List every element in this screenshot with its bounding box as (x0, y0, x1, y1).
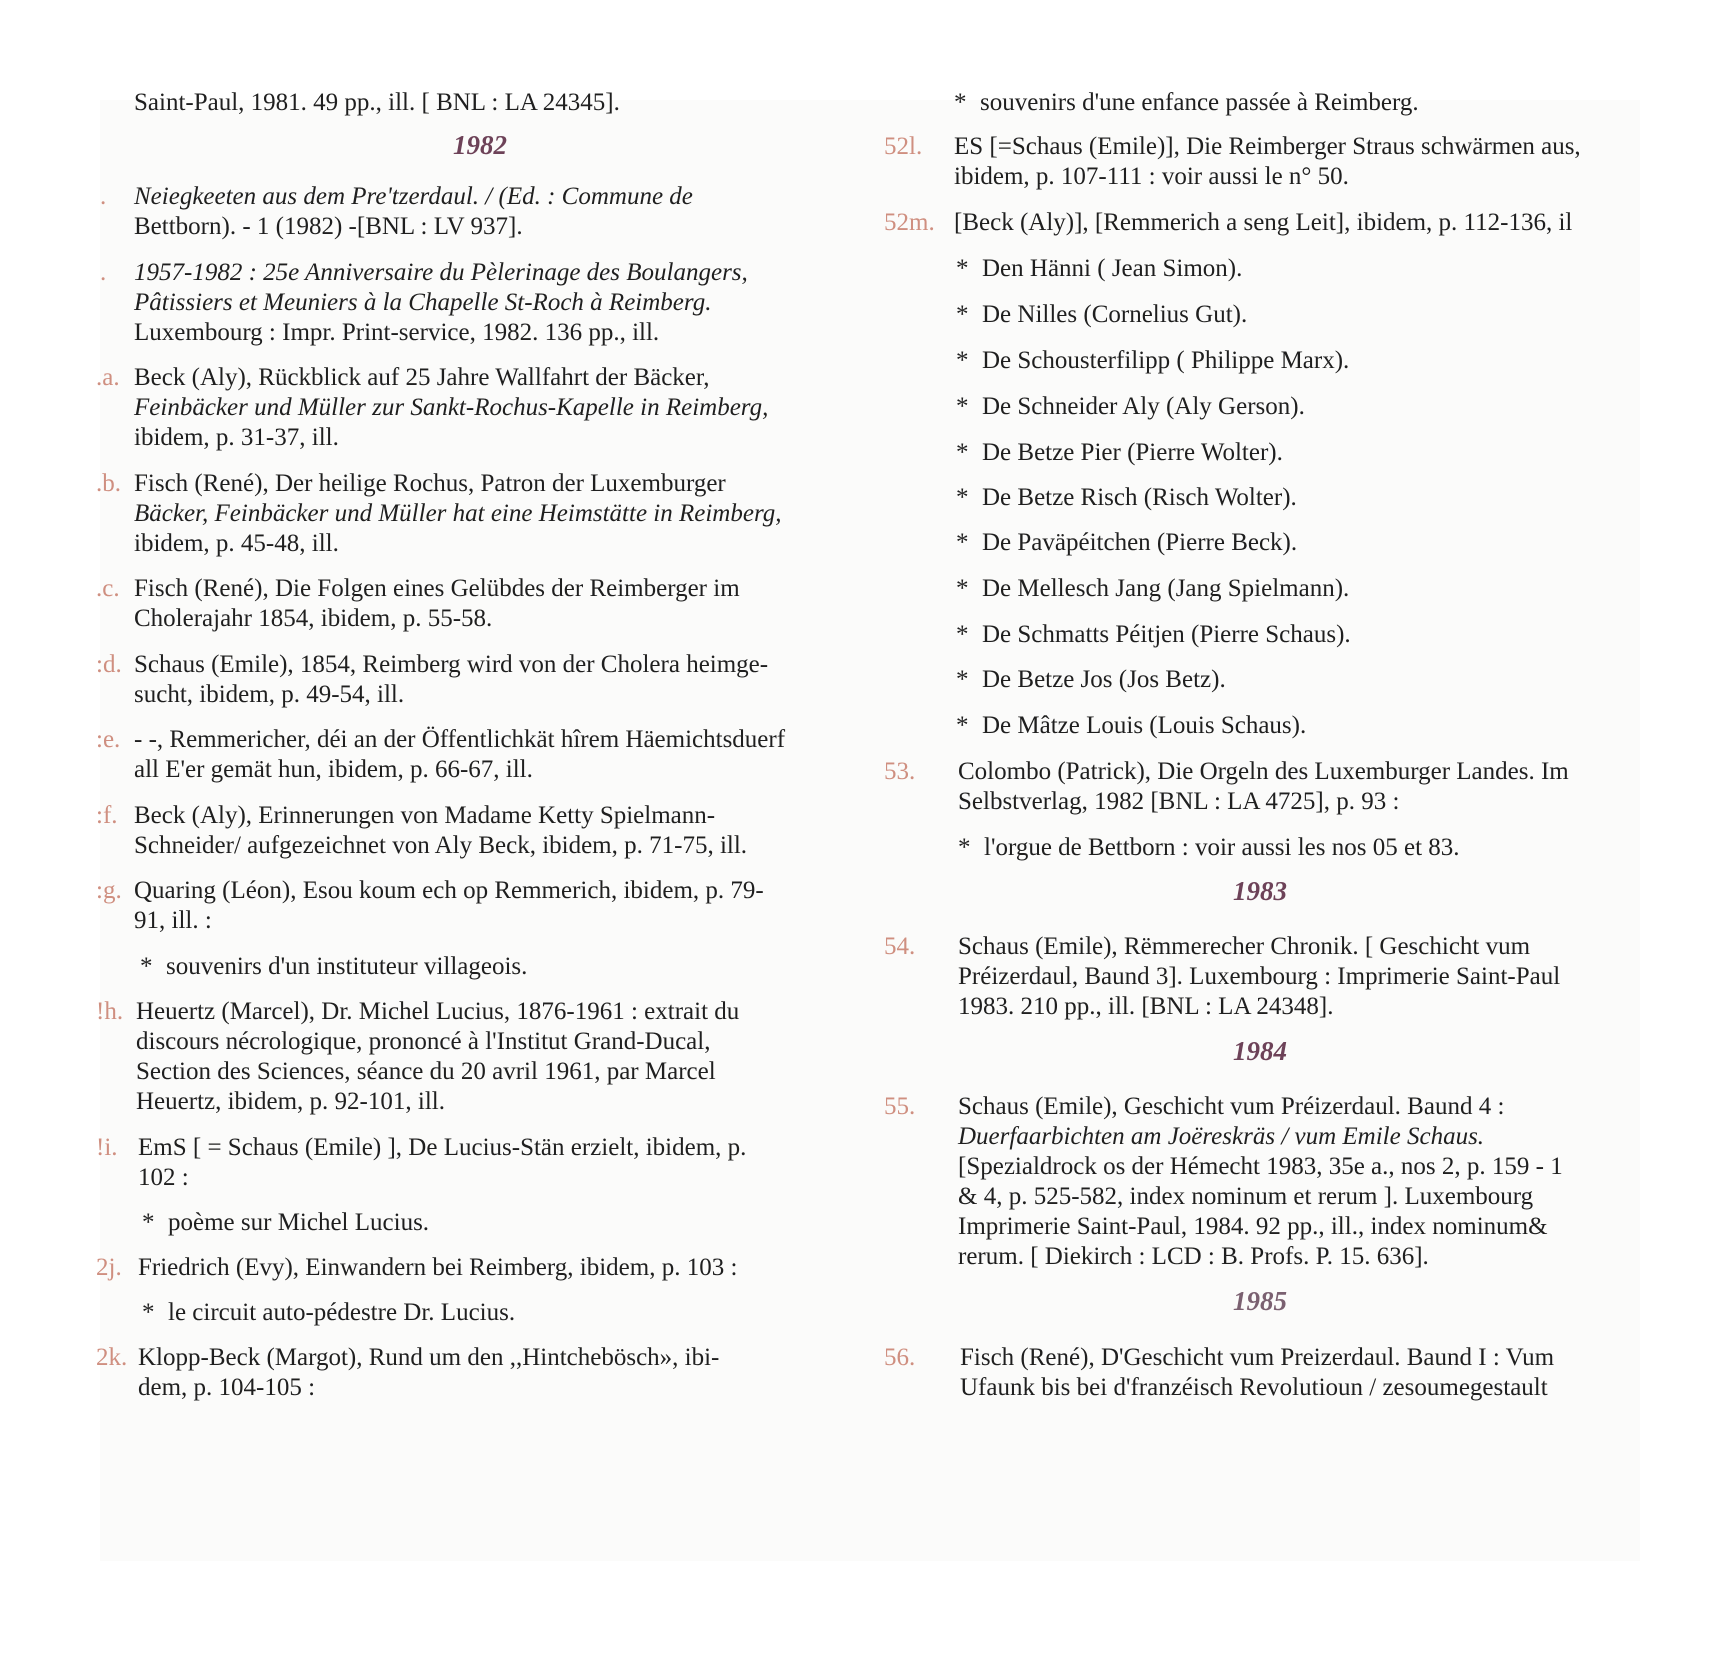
entry-line: 2k. Klopp-Beck (Margot), Rund um den ,,Hintchebösch», ibi- (96, 1344, 720, 1371)
bullet-line: * De Betze Pier (Pierre Wolter). (956, 439, 1283, 466)
year-heading-1983: 1983 (1233, 876, 1287, 906)
bullet-line: * De Schneider Aly (Aly Gerson). (956, 393, 1305, 420)
bullet-line: * De Schousterfilipp ( Philippe Marx). (956, 347, 1350, 374)
entry-line: :e. - -, Remmericher, déi an der Öffentlichkät hîrem Häemichtsduerf (96, 726, 786, 753)
entry-line: Bettborn). - 1 (1982) -[BNL : LV 937]. (134, 213, 523, 240)
entry-line: ibidem, p. 31-37, ill. (134, 424, 339, 451)
entry-line: .b. Fisch (René), Der heilige Rochus, Patron der Luxemburger (96, 470, 726, 497)
bullet-line: * souvenirs d'un instituteur villageois. (140, 953, 528, 980)
right-column (880, 89, 1640, 1561)
bullet-line: * l'orgue de Bettborn : voir aussi les nos 05 et 83. (958, 834, 1460, 861)
entry-line: ibidem, p. 107-111 : voir aussi le n° 50. (954, 163, 1349, 190)
entry-line: Bäcker, Feinbäcker und Müller hat eine Heimstätte in Reimberg, (134, 500, 782, 527)
bullet-line: * De Paväpéitchen (Pierre Beck). (956, 529, 1298, 556)
continuation-line: * souvenirs d'une enfance passée à Reimberg. (954, 89, 1419, 116)
entry-line: 55. Schaus (Emile), Geschicht vum Préizerdaul. Baund 4 : (884, 1093, 1505, 1120)
entry-line: rerum. [ Diekirch : LCD : B. Profs. P. 15. 636]. (958, 1243, 1429, 1270)
entry-line: Imprimerie Saint-Paul, 1984. 92 pp., ill., index nominum& (958, 1213, 1548, 1240)
entry-line: !i. EmS [ = Schaus (Emile) ], De Lucius-Stän erzielt, ibidem, p. (96, 1134, 747, 1161)
entry-line: Préizerdaul, Baund 3]. Luxembourg : Imprimerie Saint-Paul (958, 963, 1561, 990)
entry-line: . Neiegkeeten aus dem Pre'tzerdaul. / (Ed. : Commune de (100, 183, 693, 210)
bullet-line: * De Schmatts Péitjen (Pierre Schaus). (956, 621, 1351, 648)
bullet-line: * De Betze Jos (Jos Betz). (956, 666, 1226, 693)
entry-line: Schneider/ aufgezeichnet von Aly Beck, ibidem, p. 71-75, ill. (134, 832, 748, 859)
entry-line: [Spezialdrock os der Hémecht 1983, 35e a., nos 2, p. 159 - 1 (958, 1153, 1563, 1180)
entry-line: Section des Sciences, séance du 20 avril 1961, par Marcel (136, 1058, 716, 1085)
entry-line: Heuertz, ibidem, p. 92-101, ill. (136, 1088, 445, 1115)
entry-line: 56. Fisch (René), D'Geschicht vum Preizerdaul. Baund I : Vum (884, 1344, 1555, 1371)
bullet-line: * De Betze Risch (Risch Wolter). (956, 484, 1297, 511)
year-heading-1985: 1985 (1233, 1286, 1287, 1316)
entry-line: 102 : (138, 1164, 189, 1191)
entry-line: .a. Beck (Aly), Rückblick auf 25 Jahre Wallfahrt der Bäcker, (96, 364, 710, 391)
bullet-line: * De Nilles (Cornelius Gut). (956, 301, 1248, 328)
bullet-line: * le circuit auto-pédestre Dr. Lucius. (142, 1299, 516, 1326)
entry-line: Pâtissiers et Meuniers à la Chapelle St-Roch à Reimberg. (134, 289, 712, 316)
continuation-line: Saint-Paul, 1981. 49 pp., ill. [ BNL : LA 24345]. (134, 89, 620, 116)
entry-line: Feinbäcker und Müller zur Sankt-Rochus-Kapelle in Reimberg, (134, 394, 769, 421)
bullet-line: * poème sur Michel Lucius. (142, 1209, 430, 1236)
entry-line: discours nécrologique, prononcé à l'Institut Grand-Ducal, (136, 1028, 711, 1055)
entry-line: :d. Schaus (Emile), 1854, Reimberg wird von der Cholera heimge- (96, 651, 769, 678)
bullet-line: * De Mâtze Louis (Louis Schaus). (956, 712, 1307, 739)
bullet-line: * Den Hänni ( Jean Simon). (956, 255, 1243, 282)
entry-line: :f. Beck (Aly), Erinnerungen von Madame Ketty Spielmann- (96, 802, 716, 829)
entry-line: 91, ill. : (134, 907, 212, 934)
year-heading-1982: 1982 (453, 130, 507, 160)
entry-line: 54. Schaus (Emile), Rëmmerecher Chronik. [ Geschicht vum (884, 933, 1531, 960)
entry-line: 53. Colombo (Patrick), Die Orgeln des Luxemburger Landes. Im (884, 758, 1569, 785)
document-page (96, 89, 1640, 1561)
entry-line: Ufaunk bis bei d'franzéisch Revolutioun / zesoumegestault (960, 1374, 1548, 1401)
entry-line: Duerfaarbichten am Joëreskräs / vum Emile Schaus. (958, 1123, 1485, 1150)
entry-line: & 4, p. 525-582, index nominum et rerum ]. Luxembourg (958, 1183, 1534, 1210)
year-heading-1984: 1984 (1233, 1036, 1287, 1066)
entry-line: 1983. 210 pp., ill. [BNL : LA 24348]. (958, 993, 1334, 1020)
entry-line: Luxembourg : Impr. Print-service, 1982. 136 pp., ill. (134, 319, 660, 346)
entry-line: sucht, ibidem, p. 49-54, ill. (134, 681, 405, 708)
entry-line: all E'er gemät hun, ibidem, p. 66-67, ill. (134, 756, 533, 783)
entry-line: 52m. [Beck (Aly)], [Remmerich a seng Leit], ibidem, p. 112-136, il (884, 209, 1573, 236)
left-column (96, 89, 860, 1561)
bullet-line: * De Mellesch Jang (Jang Spielmann). (956, 575, 1350, 602)
entry-line: Selbstverlag, 1982 [BNL : LA 4725], p. 93 : (958, 788, 1400, 815)
entry-line: 52l. ES [=Schaus (Emile)], Die Reimberger Straus schwärmen aus, (884, 133, 1581, 160)
entry-line: 2j. Friedrich (Evy), Einwandern bei Reimberg, ibidem, p. 103 : (96, 1254, 738, 1281)
entry-line: . 1957-1982 : 25e Anniversaire du Pèlerinage des Boulangers, (100, 259, 748, 286)
entry-line: !h. Heuertz (Marcel), Dr. Michel Lucius, 1876-1961 : extrait du (96, 998, 740, 1025)
entry-line: Cholerajahr 1854, ibidem, p. 55-58. (134, 605, 493, 632)
entry-line: ibidem, p. 45-48, ill. (134, 530, 339, 557)
entry-line: dem, p. 104-105 : (138, 1374, 316, 1401)
entry-line: :g. Quaring (Léon), Esou koum ech op Remmerich, ibidem, p. 79- (96, 877, 764, 904)
entry-line: .c. Fisch (René), Die Folgen eines Gelübdes der Reimberger im (96, 575, 740, 602)
